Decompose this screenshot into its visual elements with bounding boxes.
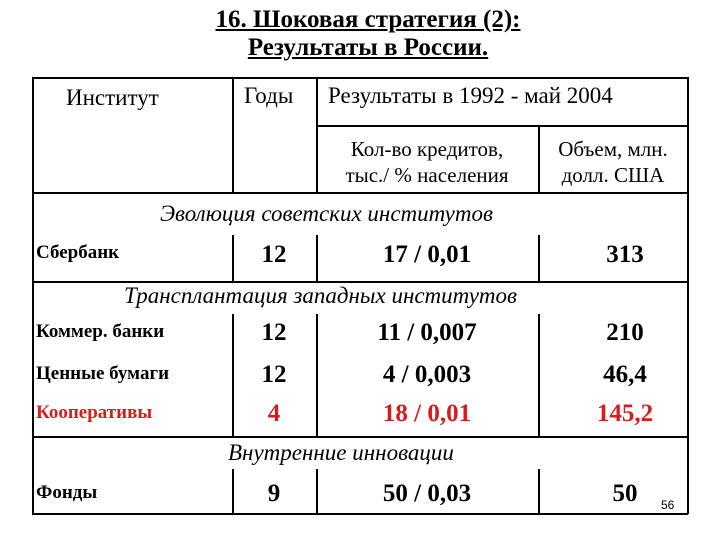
row-credits-funds: 50 / 0,03 [382, 480, 472, 507]
table-line-results-sub [316, 125, 688, 127]
table-line-col1-header [232, 77, 234, 193]
row-years-sberbank: 12 [261, 241, 287, 268]
table-border-left [32, 77, 34, 514]
row-volume-commercial-banks: 210 [606, 319, 644, 346]
header-credits-line2: тыс./ % населения [345, 163, 509, 187]
table-border-bottom [32, 513, 688, 515]
row-credits-securities: 4 / 0,003 [382, 361, 472, 388]
table-line-col3-s3 [538, 469, 540, 514]
table-line-col3-s1 [538, 235, 540, 282]
table-line-col3-s2 [538, 314, 540, 437]
header-credits [316, 136, 538, 188]
section-title-soviet: Эволюция советских институтов [160, 201, 493, 226]
row-label-commercial-banks: Коммер. банки [36, 321, 165, 342]
row-credits-cooperatives: 18 / 0,01 [382, 400, 472, 427]
slide-title-line2: Результаты в России. [247, 34, 489, 61]
row-label-cooperatives: Кооперативы [36, 402, 153, 423]
row-credits-commercial-banks: 11 / 0,007 [377, 319, 477, 346]
row-label-securities: Ценные бумаги [36, 363, 170, 384]
slide-title-line1: 16. Шоковая стратегия (2): [215, 6, 521, 33]
section-title-internal: Внутренние инновации [228, 440, 454, 465]
page-number: 56 [661, 498, 675, 512]
header-volume-line1: Объем, млн. [558, 137, 668, 161]
row-years-securities: 12 [261, 361, 287, 388]
row-years-funds: 9 [267, 480, 281, 507]
row-volume-securities: 46,4 [603, 361, 647, 388]
section-title-western: Трансплантация западных институтов [124, 283, 518, 308]
row-label-funds: Фонды [36, 482, 98, 503]
header-years: Годы [244, 83, 294, 108]
row-volume-sberbank: 313 [606, 241, 644, 268]
header-institute: Институт [66, 85, 159, 110]
table-line-header-bottom [32, 192, 688, 194]
header-results: Результаты в 1992 - май 2004 [328, 83, 613, 108]
results-table [32, 77, 688, 514]
row-volume-funds: 50 [612, 480, 638, 507]
table-line-section3 [32, 436, 688, 438]
row-years-cooperatives: 4 [267, 400, 281, 427]
row-years-commercial-banks: 12 [261, 319, 287, 346]
header-volume [538, 136, 688, 188]
row-label-sberbank: Сбербанк [36, 242, 120, 263]
header-volume-line2: долл. США [561, 163, 665, 187]
header-credits-line1: Кол-во кредитов, [350, 137, 504, 161]
table-border-top [32, 77, 688, 79]
row-credits-sberbank: 17 / 0,01 [382, 241, 472, 268]
row-volume-cooperatives: 145,2 [596, 400, 654, 427]
